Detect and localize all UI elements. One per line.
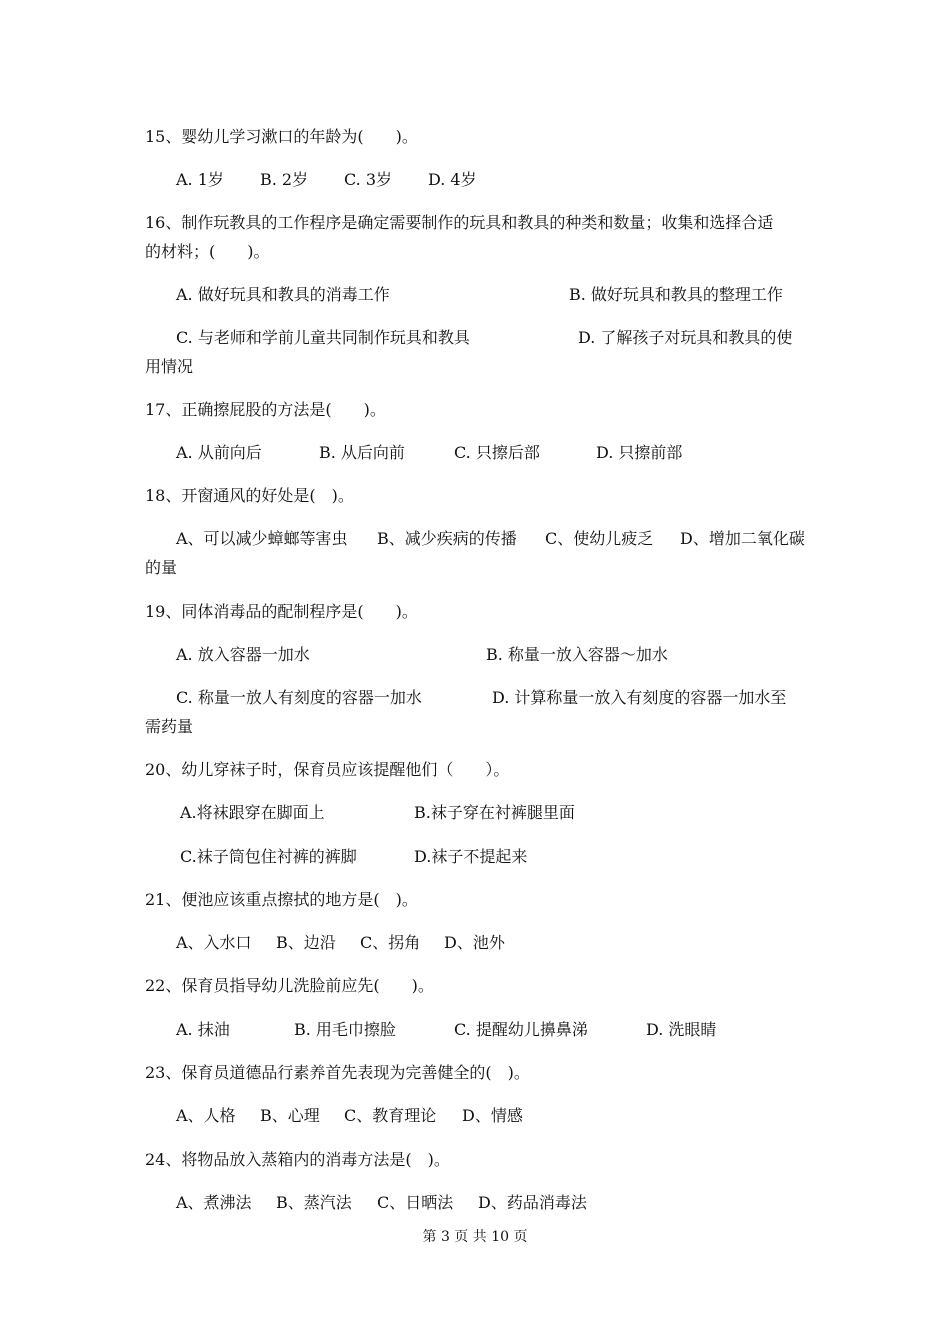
option-c: C、使幼儿疲乏 — [545, 529, 654, 548]
option-b: B. 称量一放入容器～加水 — [486, 645, 668, 664]
option-b: B. 做好玩具和教具的整理工作 — [569, 285, 783, 304]
question-stem-text: 20、幼儿穿袜子时，保育员应该提醒他们（ ）。 — [145, 760, 510, 779]
option-c: C. 只擦后部 — [454, 443, 540, 462]
option-c: C. 3岁 — [344, 170, 393, 189]
option-a: A. 放入容器一加水 — [176, 645, 310, 664]
option-c: C.袜子筒包住衬裤的裤脚 — [180, 847, 357, 866]
question-21-options — [0, 931, 950, 955]
question-16-options-ab — [0, 283, 950, 307]
option-d: D、增加二氧化碳 — [680, 529, 805, 548]
question-24-stem — [0, 1148, 950, 1172]
option-d: D. 只擦前部 — [596, 443, 683, 462]
question-stem-text: 17、正确擦屁股的方法是( )。 — [145, 400, 386, 419]
question-18-options — [0, 527, 950, 551]
option-d: D. 计算称量一放入有刻度的容器一加水至 — [492, 688, 787, 707]
question-stem-text: 22、保育员指导幼儿洗脸前应先( )。 — [145, 976, 434, 995]
option-b: B、减少疾病的传播 — [377, 529, 517, 548]
option-c: C. 与老师和学前儿童共同制作玩具和教具 — [176, 328, 470, 347]
question-16-options-cd — [0, 326, 950, 350]
option-a: A. 抹油 — [176, 1020, 230, 1039]
option-c: C、教育理论 — [344, 1106, 437, 1125]
question-19-stem — [0, 600, 950, 624]
option-a: A. 1岁 — [176, 170, 224, 189]
option-c: C. 提醒幼儿擤鼻涕 — [454, 1020, 588, 1039]
option-a: A、煮沸法 — [176, 1193, 252, 1212]
option-b: B. 2岁 — [260, 170, 309, 189]
question-18-stem — [0, 484, 950, 508]
question-19-options-cont — [0, 715, 950, 739]
option-d: D.袜子不提起来 — [414, 847, 528, 866]
question-15-stem — [0, 125, 950, 149]
option-d: D. 洗眼睛 — [646, 1020, 717, 1039]
question-23-options — [0, 1104, 950, 1128]
option-a: A、可以减少蟑螂等害虫 — [176, 529, 348, 548]
option-b: B. 从后向前 — [319, 443, 405, 462]
question-20-options-ab — [0, 801, 950, 825]
option-a: A. 做好玩具和教具的消毒工作 — [176, 285, 390, 304]
question-19-options-ab — [0, 643, 950, 667]
option-d: D. 4岁 — [428, 170, 477, 189]
question-stem-text: 18、开窗通风的好处是( )。 — [145, 486, 354, 505]
question-stem-text: 15、婴幼儿学习漱口的年龄为( )。 — [145, 127, 418, 146]
question-16-stem — [0, 211, 950, 235]
question-22-stem — [0, 974, 950, 998]
option-d: D、情感 — [462, 1106, 523, 1125]
question-stem-text: 21、便池应该重点擦拭的地方是( )。 — [145, 890, 418, 909]
question-stem-text: 的材料；( )。 — [145, 242, 270, 261]
option-a: A. 从前向后 — [176, 443, 262, 462]
question-22-options — [0, 1018, 950, 1042]
option-d: D、药品消毒法 — [478, 1193, 587, 1212]
question-stem-text: 24、将物品放入蒸箱内的消毒方法是( )。 — [145, 1150, 450, 1169]
option-a: A、入水口 — [176, 933, 252, 952]
option-b: B、心理 — [260, 1106, 320, 1125]
question-19-options-cd — [0, 686, 950, 710]
option-b: B.袜子穿在衬裤腿里面 — [414, 803, 575, 822]
option-b: B、边沿 — [276, 933, 336, 952]
question-17-stem — [0, 398, 950, 422]
option-continuation: 的量 — [145, 558, 178, 577]
question-stem-text: 16、制作玩教具的工作程序是确定需要制作的玩具和教具的种类和数量；收集和选择合适 — [145, 213, 774, 232]
option-a: A.将袜跟穿在脚面上 — [180, 803, 325, 822]
question-23-stem — [0, 1061, 950, 1085]
option-a: A、人格 — [176, 1106, 236, 1125]
option-d: D、池外 — [444, 933, 505, 952]
option-continuation: 用情况 — [145, 357, 194, 376]
option-b: B. 用毛巾擦脸 — [294, 1020, 396, 1039]
option-continuation: 需药量 — [145, 717, 194, 736]
option-c: C、拐角 — [360, 933, 421, 952]
question-20-stem — [0, 758, 950, 782]
option-d: D. 了解孩子对玩具和教具的使 — [578, 328, 793, 347]
question-16-options-cont — [0, 355, 950, 379]
question-15-options — [0, 168, 950, 192]
question-21-stem — [0, 888, 950, 912]
option-b: B、蒸汽法 — [276, 1193, 352, 1212]
question-16-stem-cont — [0, 240, 950, 264]
question-17-options — [0, 441, 950, 465]
question-24-options — [0, 1191, 950, 1215]
question-18-options-cont — [0, 556, 950, 580]
option-c: C. 称量一放人有刻度的容器一加水 — [176, 688, 422, 707]
option-c: C、日晒法 — [377, 1193, 454, 1212]
question-stem-text: 19、同体消毒品的配制程序是( )。 — [145, 602, 418, 621]
question-20-options-cd — [0, 845, 950, 869]
page-footer: 第 3 页 共 10 页 — [422, 1229, 528, 1245]
question-stem-text: 23、保育员道德品行素养首先表现为完善健全的( )。 — [145, 1063, 530, 1082]
